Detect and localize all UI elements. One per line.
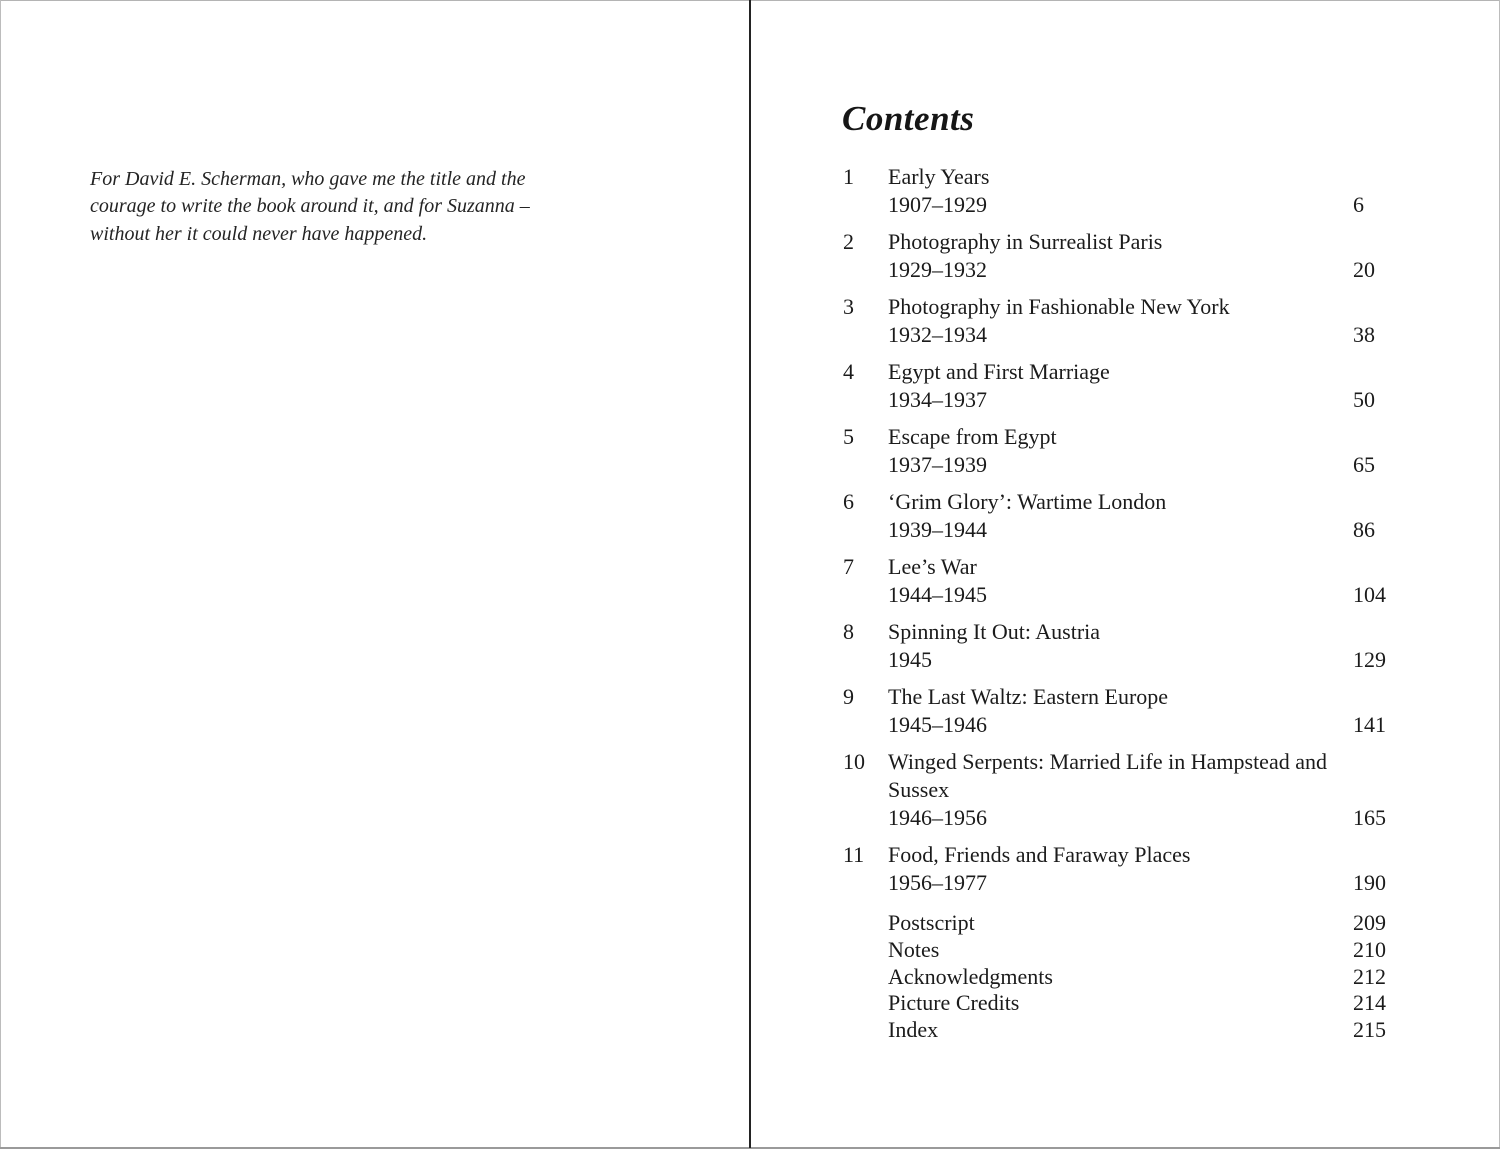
- chapter-number: 11: [843, 842, 865, 867]
- chapter-number: 3: [843, 294, 854, 319]
- chapter-title: Egypt and First Marriage: [888, 359, 1110, 384]
- page-gutter-divider: [749, 0, 751, 1148]
- contents-heading: Contents: [842, 99, 975, 138]
- chapter-years: 1907–1929: [888, 192, 987, 217]
- chapter-page-number: 165: [1353, 805, 1386, 830]
- back-matter-page-number: 209: [1353, 910, 1386, 935]
- chapter-title: The Last Waltz: Eastern Europe: [888, 684, 1169, 709]
- back-matter-label: Acknowledgments: [888, 963, 1053, 989]
- chapter-page-number: 6: [1353, 192, 1364, 217]
- chapter-title: Photography in Surrealist Paris: [888, 229, 1163, 254]
- chapter-years: 1946–1956: [888, 805, 987, 830]
- toc-entry: [843, 358, 1443, 414]
- chapter-years: 1939–1944: [888, 517, 987, 542]
- chapter-page-number: 65: [1353, 452, 1375, 477]
- chapter-number: 10: [843, 749, 865, 774]
- chapter-page-number: 20: [1353, 257, 1375, 282]
- back-matter-page-number: 214: [1353, 990, 1386, 1016]
- toc-entry: [843, 841, 1443, 897]
- chapter-years: 1937–1939: [888, 452, 987, 477]
- chapter-years: 1944–1945: [888, 582, 987, 607]
- chapter-title: Photography in Fashionable New York: [888, 294, 1230, 319]
- chapter-years: 1945–1946: [888, 712, 987, 737]
- chapter-years: 1956–1977: [888, 870, 987, 895]
- chapter-title: ‘Grim Glory’: Wartime London: [888, 489, 1167, 514]
- chapter-page-number: 129: [1353, 647, 1386, 672]
- chapter-number: 1: [843, 164, 854, 189]
- toc-entry: [843, 553, 1443, 609]
- toc-entry: [843, 293, 1443, 349]
- toc-entry: [843, 683, 1443, 739]
- toc-entry: [843, 618, 1443, 674]
- back-matter-label: Picture Credits: [888, 990, 1020, 1016]
- chapter-number: 4: [843, 359, 854, 384]
- chapter-title: Food, Friends and Faraway Places: [888, 842, 1191, 867]
- chapter-title: Lee’s War: [888, 554, 977, 579]
- back-matter-list: [843, 910, 1443, 1044]
- chapter-years: 1934–1937: [888, 387, 987, 412]
- toc-entry: [843, 488, 1443, 544]
- dedication-line: For David E. Scherman, who gave me the title and the: [90, 168, 526, 190]
- chapter-page-number: 190: [1353, 870, 1386, 895]
- dedication-line: courage to write the book around it, and for Suzanna –: [90, 195, 530, 218]
- chapter-number: 8: [843, 619, 854, 644]
- back-matter-label: Index: [888, 1017, 939, 1043]
- chapter-page-number: 50: [1353, 387, 1375, 412]
- chapter-years: 1929–1932: [888, 257, 987, 282]
- dedication-line: without her it could never have happened.: [90, 222, 428, 245]
- back-matter-page-number: 215: [1353, 1017, 1386, 1043]
- chapter-title: Winged Serpents: Married Life in Hampstead and Sussex: [888, 749, 1327, 802]
- chapter-title: Escape from Egypt: [888, 424, 1057, 449]
- chapter-years: 1945: [888, 647, 932, 672]
- toc-entry: [843, 228, 1443, 284]
- back-matter-page-number: 212: [1353, 963, 1386, 989]
- chapter-number: 2: [843, 229, 854, 254]
- chapter-number: 5: [843, 424, 854, 449]
- chapter-page-number: 141: [1353, 712, 1386, 737]
- back-matter-page-number: 210: [1353, 936, 1386, 962]
- frame-left-edge: [0, 0, 1, 1148]
- chapter-page-number: 104: [1353, 582, 1386, 607]
- chapter-page-number: 86: [1353, 517, 1375, 542]
- back-matter-label: Notes: [888, 936, 940, 962]
- toc-entry: [843, 423, 1443, 479]
- chapter-number: 6: [843, 489, 854, 514]
- chapter-years: 1932–1934: [888, 322, 987, 347]
- chapter-number: 7: [843, 554, 854, 579]
- chapter-page-number: 38: [1353, 322, 1375, 347]
- back-matter-label: Postscript: [888, 910, 975, 935]
- dedication-text: [90, 166, 560, 248]
- chapter-title: Early Years: [888, 164, 990, 189]
- chapter-title: Spinning It Out: Austria: [888, 619, 1101, 644]
- toc-entry: [843, 748, 1443, 832]
- toc-entry: [843, 163, 1443, 219]
- chapter-number: 9: [843, 684, 854, 709]
- table-of-contents: [843, 163, 1443, 1044]
